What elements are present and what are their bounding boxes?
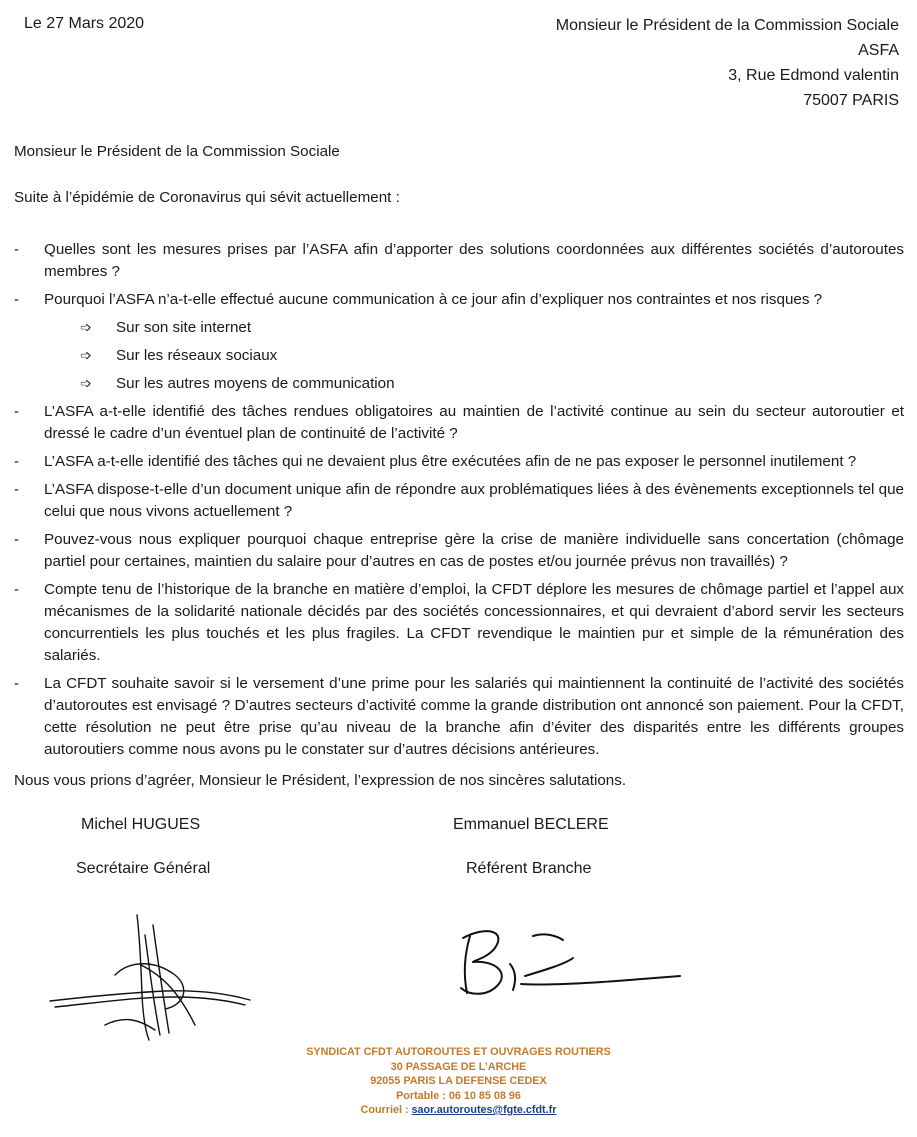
question-text: Pourquoi l’ASFA n’a-t-elle effectué aucune communication à ce jour afin d’expliquer nos contraintes et nos risques ? xyxy=(44,291,823,308)
letter-date: Le 27 Mars 2020 xyxy=(24,15,145,32)
recipient-line: 3, Rue Edmond valentin xyxy=(728,67,899,84)
handwritten-signature xyxy=(45,905,255,1045)
footer-line: Portable : 06 10 85 08 96 xyxy=(396,1089,521,1102)
question-item xyxy=(14,529,904,573)
question-item xyxy=(14,401,904,445)
signatory-name: Emmanuel BECLERE xyxy=(453,816,609,833)
dash-bullet: - xyxy=(14,403,20,420)
question-item xyxy=(14,289,904,395)
question-item xyxy=(14,673,904,761)
question-item xyxy=(14,579,904,667)
dash-bullet: - xyxy=(14,581,20,598)
sub-item xyxy=(44,373,904,395)
dash-bullet: - xyxy=(14,675,20,692)
sub-item xyxy=(44,317,904,339)
dash-bullet: - xyxy=(14,241,20,258)
email-link[interactable]: saor.autoroutes@fgte.cfdt.fr xyxy=(411,1104,557,1116)
question-item xyxy=(14,239,904,283)
question-text: L’ASFA a-t-elle identifié des tâches rendues obligatoires au maintien de l’activité continue au sein du secteur autoroutier et dressé le cadre d’un éventuel plan de continuité de l’activité ? xyxy=(44,403,904,442)
footer-line: 92055 PARIS LA DEFENSE CEDEX xyxy=(370,1075,547,1087)
recipient-line: ASFA xyxy=(858,42,899,59)
footer-contact xyxy=(0,1103,917,1118)
recipient-address xyxy=(556,13,899,113)
question-item xyxy=(14,451,904,473)
question-text: L’ASFA dispose-t-elle d’un document unique afin de répondre aux problématiques liées à des évènements exceptionnels tel que celui que nous vivons actuellement ? xyxy=(44,481,904,520)
sub-item-text: Sur les réseaux sociaux xyxy=(116,347,278,364)
recipient-line: 75007 PARIS xyxy=(803,92,899,109)
salutation: Monsieur le Président de la Commission Sociale xyxy=(14,143,340,160)
email-label: Courriel : xyxy=(360,1104,412,1116)
arrow-bullet-icon: ➩ xyxy=(80,320,92,336)
signatory-name: Michel HUGUES xyxy=(81,816,201,833)
dash-bullet: - xyxy=(14,453,20,470)
dash-bullet: - xyxy=(14,291,20,308)
question-text: L’ASFA a-t-elle identifié des tâches qui ne devaient plus être exécutées afin de ne pas exposer le personnel inutilement ? xyxy=(44,453,857,470)
sub-item-text: Sur son site internet xyxy=(116,319,252,336)
sub-item xyxy=(44,345,904,367)
question-list xyxy=(14,239,904,767)
question-text: Pouvez-vous nous expliquer pourquoi chaque entreprise gère la crise de manière individuelle sans concertation (chômage partiel pour certaines, maintien du salaire pour d’autres en cas de postes et/ou journée prévus non travaillés) ? xyxy=(44,531,904,570)
closing-formula: Nous vous prions d’agréer, Monsieur le Président, l’expression de nos sincères salutations. xyxy=(14,772,627,789)
union-footer xyxy=(0,1045,917,1118)
signatory-role: Secrétaire Général xyxy=(76,860,211,877)
sub-item-text: Sur les autres moyens de communication xyxy=(116,375,395,392)
dash-bullet: - xyxy=(14,481,20,498)
arrow-bullet-icon: ➩ xyxy=(80,376,92,392)
signatory-role: Référent Branche xyxy=(466,860,592,877)
arrow-bullet-icon: ➩ xyxy=(80,348,92,364)
footer-line: 30 PASSAGE DE L’ARCHE xyxy=(390,1060,527,1073)
sub-list xyxy=(44,317,904,395)
dash-bullet: - xyxy=(14,531,20,548)
footer-line: SYNDICAT CFDT AUTOROUTES ET OUVRAGES ROUTIERS xyxy=(306,1046,611,1058)
question-text: La CFDT souhaite savoir si le versement d’une prime pour les salariés qui maintiennent la continuité de l’activité des sociétés d’autoroutes est envisagé ? D’autres secteurs d’activité comme la grande distribution ont annoncé son paiement. Pour la CFDT, cette résolution ne peut être prise qu’au niveau de la branche afin d’éviter des disparités entre les différents groupes autoroutiers comme nous avons pu le constater sur d’autres décisions antérieures. xyxy=(44,675,904,758)
intro-paragraph: Suite à l’épidémie de Coronavirus qui sévit actuellement : xyxy=(14,189,400,206)
question-text: Compte tenu de l’historique de la branche en matière d’emploi, la CFDT déplore les mesures de chômage partiel et l’appel aux mécanismes de la solidarité nationale décidés par des sociétés concessionnaires, et qui devraient d’abord servir les secteurs concurrentiels les plus touchés et les plus fragiles. La CFDT revendique le maintien pur et simple de la rémunération des salariés. xyxy=(44,581,904,664)
question-item xyxy=(14,479,904,523)
question-text: Quelles sont les mesures prises par l’ASFA afin d’apporter des solutions coordonnées aux différentes sociétés d’autoroutes membres ? xyxy=(44,241,904,280)
recipient-line: Monsieur le Président de la Commission Sociale xyxy=(555,17,899,34)
handwritten-signature xyxy=(455,918,685,1008)
